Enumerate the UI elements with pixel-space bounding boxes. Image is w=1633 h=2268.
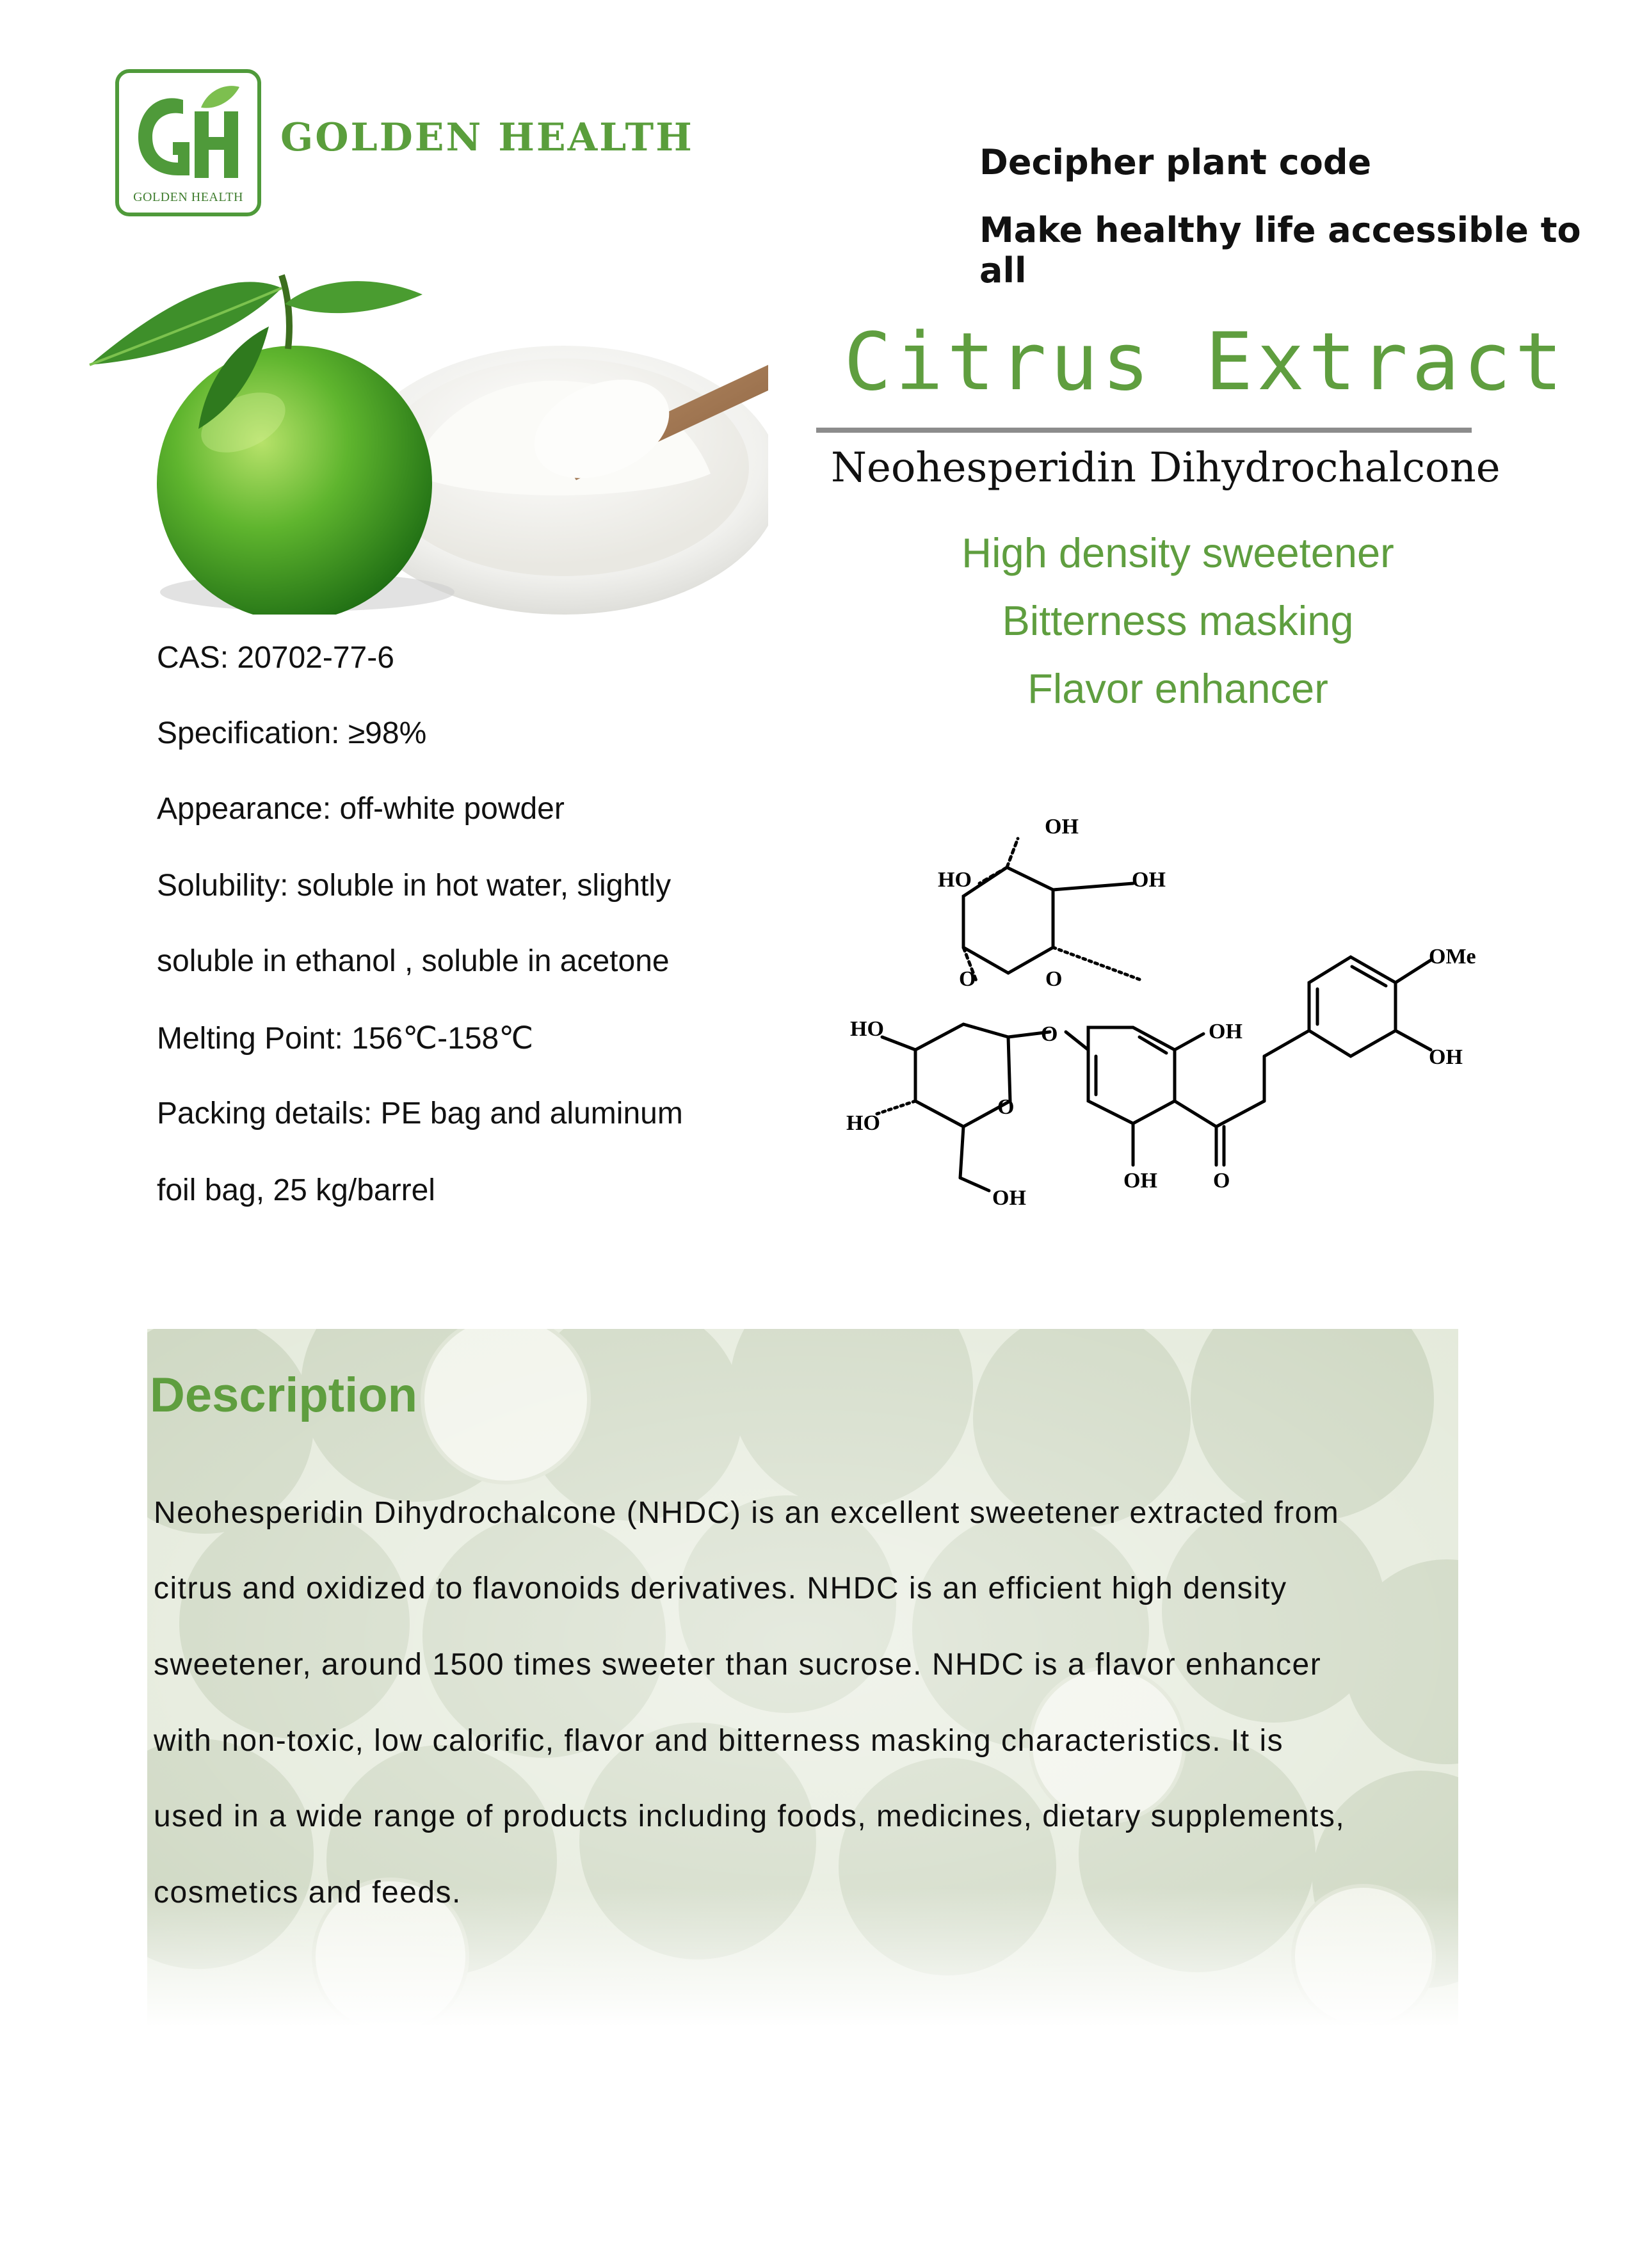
structure-label-oh: OH — [1045, 815, 1079, 839]
tagline-1: Decipher plant code — [979, 142, 1372, 182]
structure-label-oh: OH — [992, 1186, 1026, 1210]
company-logo — [115, 69, 261, 216]
spec-cas: CAS: 20702-77-6 — [157, 641, 394, 675]
structure-label-o: O — [1045, 967, 1063, 991]
description-heading: Description — [150, 1368, 418, 1422]
brand-name: GOLDEN HEALTH — [280, 115, 694, 160]
spec-solubility-line-1: Solubility: soluble in hot water, slightly — [157, 869, 672, 903]
title-divider — [816, 428, 1472, 433]
description-line: citrus and oxidized to flavonoids derivatives. NHDC is an efficient high density — [154, 1572, 1287, 1605]
spec-melting-point: Melting Point: 156℃-158℃ — [157, 1022, 534, 1056]
description-line: used in a wide range of products including foods, medicines, dietary supplements, — [154, 1799, 1346, 1833]
spec-solubility-line-2: soluble in ethanol , soluble in acetone — [157, 944, 670, 978]
logo-small-text: GOLDEN HEALTH — [133, 190, 243, 204]
structure-label-o: O — [997, 1095, 1015, 1119]
feature-flavor-enhancer: Flavor enhancer — [1027, 665, 1328, 712]
structure-label-oh: OH — [1429, 1045, 1463, 1069]
tagline-2: Make healthy life accessible to all — [979, 210, 1581, 291]
product-title: Citrus Extract — [844, 316, 1567, 408]
spec-packing-line-1: Packing details: PE bag and aluminum — [157, 1097, 683, 1130]
description-line: cosmetics and feeds. — [154, 1876, 462, 1910]
structure-label-o: O — [959, 967, 976, 991]
description-line: sweetener, around 1500 times sweeter than sucrose. NHDC is a flavor enhancer — [154, 1648, 1322, 1682]
feature-bitterness-masking: Bitterness masking — [1002, 597, 1354, 644]
feature-sweetener: High density sweetener — [961, 529, 1394, 576]
structure-label-ome: OMe — [1429, 945, 1476, 969]
description-line: Neohesperidin Dihydrochalcone (NHDC) is an excellent sweetener extracted from — [154, 1496, 1340, 1530]
citrus-powder-image — [77, 269, 768, 615]
product-subtitle: Neohesperidin Dihydrochalcone — [831, 444, 1500, 492]
description-line: with non-toxic, low calorific, flavor and bitterness masking characteristics. It is — [154, 1724, 1284, 1758]
structure-label-o: O — [1041, 1022, 1058, 1046]
spec-appearance: Appearance: off-white powder — [157, 792, 565, 826]
structure-label-oh: OH — [1209, 1020, 1243, 1043]
spec-specification: Specification: ≥98% — [157, 716, 427, 750]
structure-label-oh: OH — [1123, 1169, 1157, 1193]
spec-packing-line-2: foil bag, 25 kg/barrel — [157, 1173, 435, 1207]
structure-label-ho: HO — [846, 1111, 880, 1135]
structure-label-ho: HO — [938, 868, 972, 892]
structure-label-o: O — [1213, 1169, 1230, 1193]
structure-label-oh: OH — [1132, 868, 1166, 892]
structure-label-ho: HO — [850, 1017, 884, 1041]
chemical-structure-diagram — [839, 807, 1517, 1216]
